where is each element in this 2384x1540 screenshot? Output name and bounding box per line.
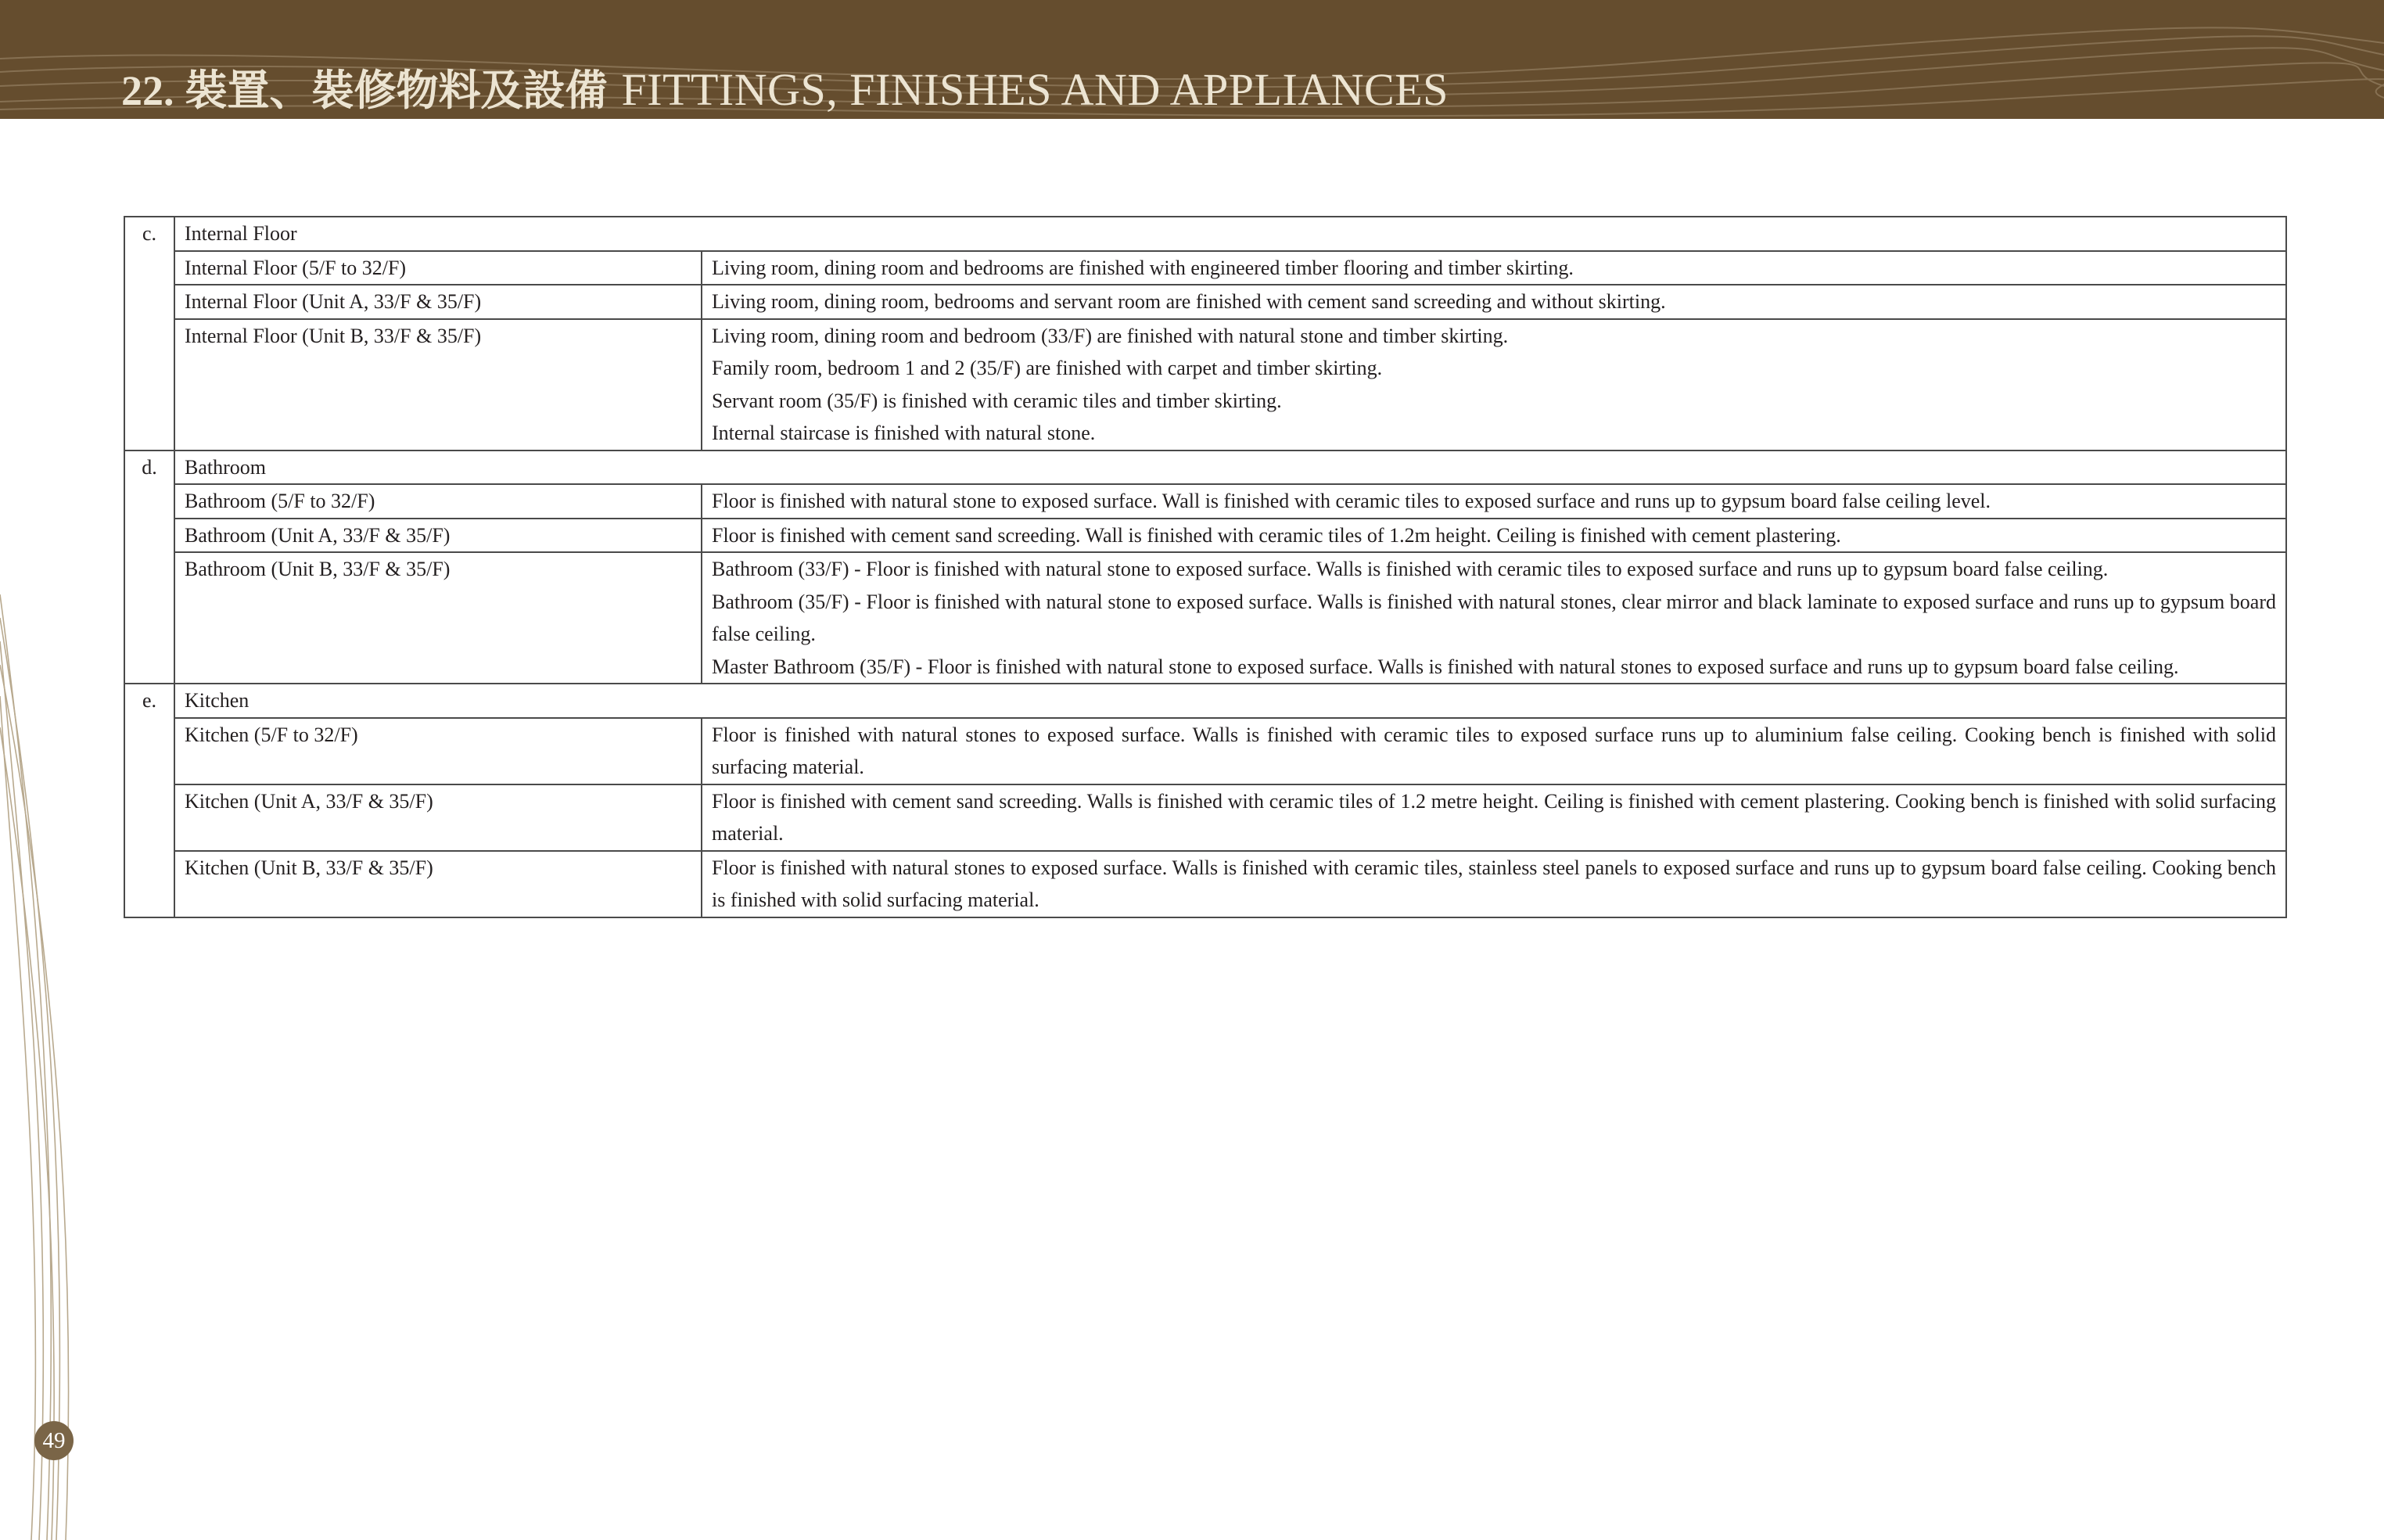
table-row — [124, 552, 2286, 684]
row-description: Living room, dining room and bedrooms are finished with engineered timber flooring and timber skirting. — [702, 251, 2286, 285]
section-letter: e. — [124, 684, 174, 917]
row-label: Internal Floor (Unit A, 33/F & 35/F) — [174, 285, 702, 319]
header-band — [0, 0, 2384, 119]
row-description: Floor is finished with natural stones to exposed surface. Walls is finished with ceramic tiles, stainless steel panels to exposed surface and runs up to gypsum board false ceiling. Cooking bench is finished with solid surfacing material. — [702, 851, 2286, 917]
section-title: Kitchen — [174, 684, 2286, 718]
row-description: Living room, dining room, bedrooms and servant room are finished with cement sand screeding and without skirting. — [702, 285, 2286, 319]
row-description: Floor is finished with natural stones to exposed surface. Walls is finished with ceramic tiles to exposed surface runs up to aluminium false ceiling. Cooking bench is finished with solid surfacing material. — [702, 718, 2286, 784]
section-letter: c. — [124, 217, 174, 451]
table-row — [124, 484, 2286, 519]
table-row — [124, 285, 2286, 319]
row-label: Bathroom (Unit B, 33/F & 35/F) — [174, 552, 702, 684]
table-row — [124, 784, 2286, 851]
row-label: Kitchen (5/F to 32/F) — [174, 718, 702, 784]
page-title — [121, 64, 1449, 115]
section-header-row — [124, 684, 2286, 718]
table-row — [124, 718, 2286, 784]
row-label: Kitchen (Unit A, 33/F & 35/F) — [174, 784, 702, 851]
fittings-table — [124, 216, 2287, 918]
table-row — [124, 519, 2286, 553]
section-number: 22. — [121, 67, 174, 114]
row-label: Bathroom (Unit A, 33/F & 35/F) — [174, 519, 702, 553]
row-label: Internal Floor (5/F to 32/F) — [174, 251, 702, 285]
table-row — [124, 251, 2286, 285]
row-label: Kitchen (Unit B, 33/F & 35/F) — [174, 851, 702, 917]
table-row — [124, 319, 2286, 451]
row-description: Floor is finished with natural stone to exposed surface. Wall is finished with ceramic tiles to exposed surface and runs up to gypsum board false ceiling level. — [702, 484, 2286, 519]
row-description: Bathroom (33/F) - Floor is finished with natural stone to exposed surface. Walls is finished with ceramic tiles to exposed surface and runs up to gypsum board false ceiling. Bathroom (35/F) - Floor is finished with natural stone to exposed surface. Walls is finished with natural stones, clear mirror and black laminate to exposed surface and runs up to gypsum board false ceiling. Master Bathroom (35/F) - Floor is finished with natural stone to exposed surface. Walls is finished with natural stones to exposed surface and runs up to gypsum board false ceiling. — [702, 552, 2286, 684]
section-title: Internal Floor — [174, 217, 2286, 251]
row-description: Living room, dining room and bedroom (33/F) are finished with natural stone and timber skirting. Family room, bedroom 1 and 2 (35/F) are finished with carpet and timber skirting. Servant room (35/F) is finished with ceramic tiles and timber skirting. Internal staircase is finished with natural stone. — [702, 319, 2286, 451]
section-header-row — [124, 217, 2286, 251]
row-description: Floor is finished with cement sand screeding. Wall is finished with ceramic tiles of 1.2m height. Ceiling is finished with cement plastering. — [702, 519, 2286, 553]
row-label: Bathroom (5/F to 32/F) — [174, 484, 702, 519]
section-title: Bathroom — [174, 451, 2286, 485]
decorative-side-lines — [0, 594, 86, 1540]
row-label: Internal Floor (Unit B, 33/F & 35/F) — [174, 319, 702, 451]
title-chinese: 裝置、裝修物料及設備 — [185, 65, 608, 115]
section-header-row — [124, 451, 2286, 485]
table-row — [124, 851, 2286, 917]
row-description: Floor is finished with cement sand screeding. Walls is finished with ceramic tiles of 1.2 metre height. Ceiling is finished with cement plastering. Cooking bench is finished with solid surfacing material. — [702, 784, 2286, 851]
title-english: FITTINGS, FINISHES AND APPLIANCES — [621, 64, 1449, 115]
page-number-badge: 49 — [34, 1421, 74, 1460]
section-letter: d. — [124, 451, 174, 684]
